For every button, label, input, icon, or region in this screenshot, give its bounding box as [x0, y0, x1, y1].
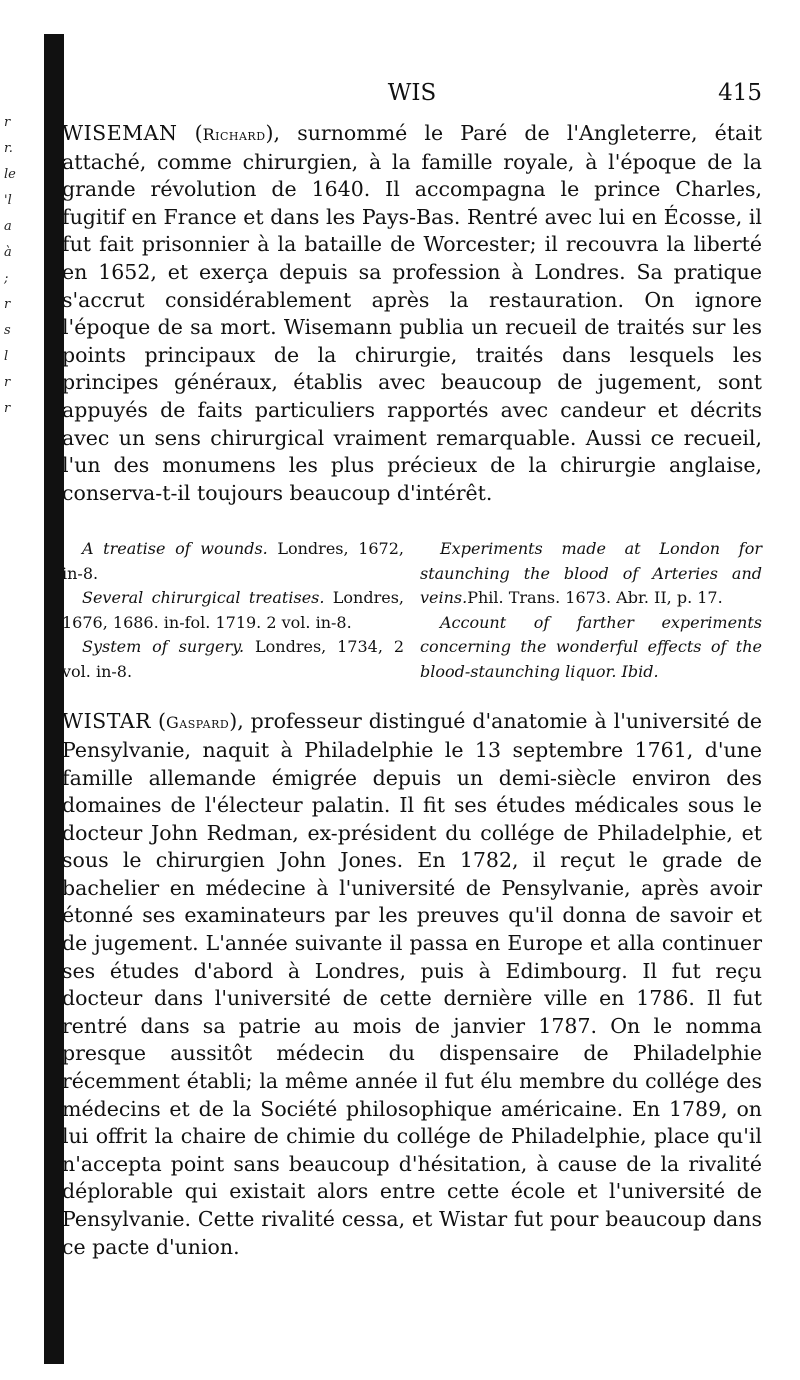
bibliography — [62, 537, 762, 684]
running-title: WIS — [387, 80, 437, 106]
page-number: 415 — [718, 80, 762, 106]
entry-name: WISTAR — [62, 709, 152, 734]
bibliography-item: Several chirurgical treatises. Londres, 1676, 1686. in-fol. 1719. 2 vol. in-8. — [62, 588, 404, 632]
margin-mark: r — [4, 115, 11, 130]
bibliography-item: Account of farther experiments concerning the wonderful effects of the blood-staunching liquor. Ibid. — [420, 612, 762, 681]
margin-marks — [4, 110, 44, 470]
book-binding-edge — [44, 34, 64, 1364]
margin-mark: r — [4, 375, 11, 390]
margin-mark: a — [4, 219, 12, 234]
page-body — [62, 80, 762, 1261]
margin-mark: s — [4, 323, 11, 338]
entry-name: WISEMAN — [62, 121, 178, 145]
running-header — [62, 80, 762, 120]
bibliography-left — [62, 537, 404, 684]
entry-text: , professeur distingué d'anatomie à l'université de Pensylvanie, naquit à Philadelphie le 13 septembre 1761, d'une famille allemande émigrée depuis un demi-siècle environ des domaines de l'électeur palatin. Il fit ses études médicales sous le docteur John Redman, ex-président du collége de Philadelphie, et sous le chirurgien John Jones. En 1782, il reçut le grade de bachelier en médecine à l'université de Pensylvanie, après avoir étonné ses examinateurs par les preuves qu'il donna de savoir et de jugement. L'année suivante il passa en Europe et alla continuer ses études d'abord à Londres, puis à Edimbourg. Il fut reçu docteur dans l'université de cette dernière ville en 1786. Il fut rentré dans sa patrie au mois de janvier 1787. On le nomma presque aussitôt médecin du dispensaire de Philadelphie récemment établi; la même année il fut élu membre du collége des médecins et de la Société philosophique américaine. En 1789, on lui offrit la chaire de chimie du collége de Philadelphie, place qu'il n'accepta point sans beaucoup d'hésitation, à cause de la rivalité déplorable qui existait alors entre cette école et l'université de Pensylvanie. Cette rivalité cessa, et Wistar fut pour beaucoup dans ce pacte d'union. — [62, 709, 762, 1259]
bibliography-item: Experiments made at London for staunching the blood of Arteries and veins.Phil. Trans. 1673. Abr. II, p. 17. — [420, 539, 762, 608]
margin-mark: le — [4, 167, 16, 182]
entry-text: , surnommé le Paré de l'Angleterre, était attaché, comme chirurgien, à la famille royale, à l'époque de la grande révolution de 1640. Il accompagna le prince Charles, fugitif en France et dans les Pays-Bas. Rentré avec lui en Écosse, il fut fait prisonnier à la bataille de Worcester; il recouvra la liberté en 1652, et exerça depuis sa profession à Londres. Sa pratique s'accrut considérablement après la restauration. On ignore l'époque de sa mort. Wisemann publia un recueil de traités sur les points principaux de la chirurgie, traités dans lesquels les principes généraux, établis avec beaucoup de jugement, sont appuyés de faits particuliers rapportés avec candeur et décrits avec un sens chirurgical vraiment remarquable. Aussi ce recueil, l'un des monumens les plus précieux de la chirurgie anglaise, conserva-t-il toujours beaucoup d'intérêt. — [62, 121, 762, 505]
bibliography-right — [420, 537, 762, 684]
margin-mark: r — [4, 401, 11, 416]
margin-mark: à — [4, 245, 12, 260]
bibliography-item: A treatise of wounds. Londres, 1672, in-8. — [62, 539, 405, 583]
entry-given-name: Gaspard — [165, 713, 230, 733]
margin-mark: l — [4, 349, 9, 364]
margin-mark: r — [4, 297, 11, 312]
bibliography-item: System of surgery. Londres, 1734, 2 vol. in-8. — [62, 637, 405, 681]
entry-wistar: WISTAR (Gaspard), professeur distingué d'anatomie à l'université de Pensylvanie, naquit à Philadelphie le 13 septembre 1761, d'une famille allemande émigrée depuis un demi-siècle environ des domaines de l'électeur palatin. Il fit ses études médicales sous le docteur John Redman, ex-président du collége de Philadelphie, et sous le chirurgien John Jones. En 1782, il reçut le grade de bachelier en médecine à l'université de Pensylvanie, après avoir étonné ses examinateurs par les preuves qu'il donna de savoir et de jugement. L'année suivante il passa en Europe et alla continuer ses études d'abord à Londres, puis à Edimbourg. Il fut reçu docteur dans l'université de cette dernière ville en 1786. Il fut rentré dans sa patrie au mois de janvier 1787. On le nomma presque aussitôt médecin du dispensaire de Philadelphie récemment établi; la même année il fut élu membre du collége des médecins et de la Société philosophique américaine. En 1789, on lui offrit la chaire de chimie du collége de Philadelphie, place qu'il n'accepta point sans beaucoup d'hésitation, à cause de la rivalité déplorable qui existait alors entre cette école et l'université de Pensylvanie. Cette rivalité cessa, et Wistar fut pour beaucoup dans ce pacte d'union. — [62, 709, 762, 1259]
margin-mark: ; — [4, 271, 9, 286]
margin-mark: r. — [4, 141, 13, 156]
margin-mark: 'l — [4, 193, 12, 208]
entry-given-name: Richard — [202, 125, 266, 144]
entry-wiseman: WISEMAN (Richard), surnommé le Paré de l'Angleterre, était attaché, comme chirurgien, à la famille royale, à l'époque de la grande révolution de 1640. Il accompagna le prince Charles, fugitif en France et dans les Pays-Bas. Rentré avec lui en Écosse, il fut fait prisonnier à la bataille de Worcester; il recouvra la liberté en 1652, et exerça depuis sa profession à Londres. Sa pratique s'accrut considérablement après la restauration. On ignore l'époque de sa mort. Wisemann publia un recueil de traités sur les points principaux de la chirurgie, traités dans lesquels les principes généraux, établis avec beaucoup de jugement, sont appuyés de faits particuliers rapportés avec candeur et décrits avec un sens chirurgical vraiment remarquable. Aussi ce recueil, l'un des monumens les plus précieux de la chirurgie anglaise, conserva-t-il toujours beaucoup d'intérêt. — [62, 121, 762, 505]
